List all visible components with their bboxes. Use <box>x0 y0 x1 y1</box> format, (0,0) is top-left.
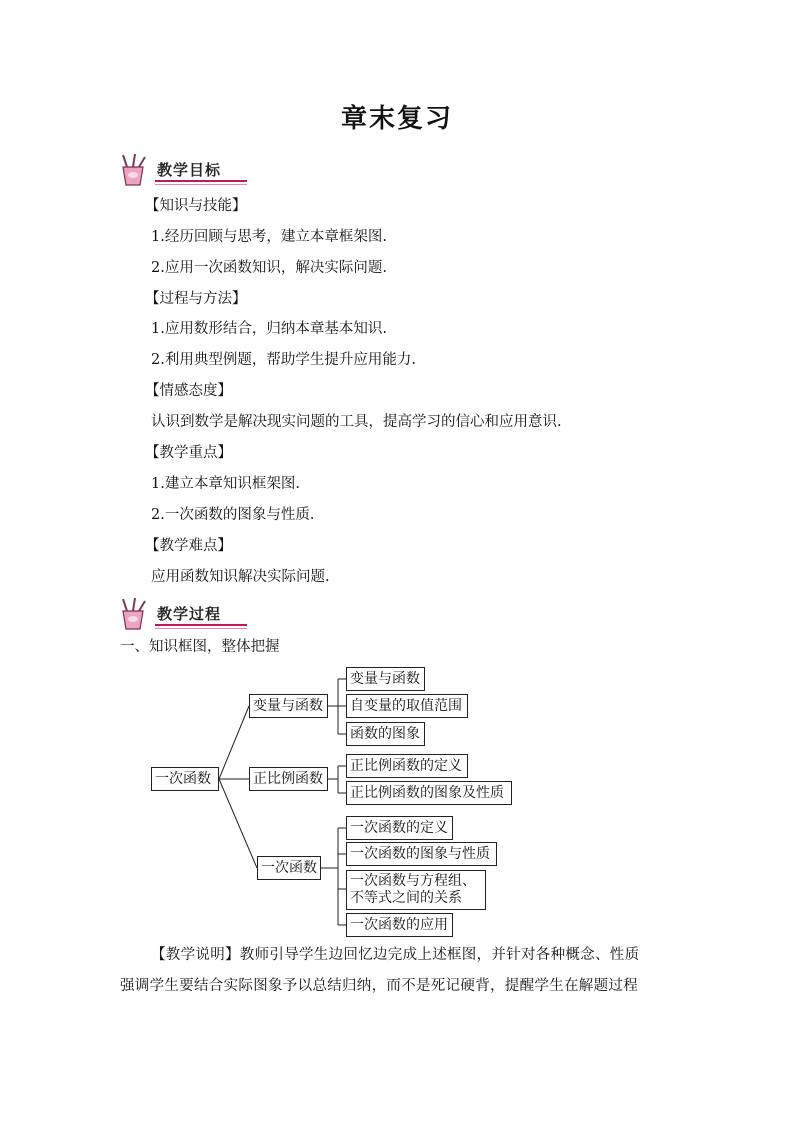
diagram-leaf-variables-functions: 变量与函数 <box>346 667 425 691</box>
section-label: 教学目标 <box>157 161 222 179</box>
diagram-leaf-linear-equations-inequalities <box>346 870 486 910</box>
diagram-leaf-linear-applications: 一次函数的应用 <box>346 913 453 937</box>
diagram-leaf-line-1: 一次函数与方程组、 <box>350 873 476 889</box>
emotion-heading: 【情感态度】 <box>145 383 232 399</box>
knowledge-item-2: 2.应用一次函数知识，解决实际问题. <box>151 260 387 276</box>
page-title: 章末复习 <box>340 104 453 134</box>
difficult-heading: 【教学难点】 <box>145 538 232 554</box>
knowledge-heading: 【知识与技能】 <box>145 198 247 214</box>
part1-heading: 一、知识框图，整体把握 <box>120 639 280 655</box>
method-heading: 【过程与方法】 <box>145 291 247 307</box>
diagram-node-direct-proportion: 正比例函数 <box>249 767 328 791</box>
diagram-leaf-line-2: 不等式之间的关系 <box>350 890 462 906</box>
emotion-item-1: 认识到数学是解决现实问题的工具，提高学习的信心和应用意识. <box>151 414 562 430</box>
teaching-note-line-2: 强调学生要结合实际图象予以总结归纳，而不是死记硬背，提醒学生在解题过程 <box>120 978 638 994</box>
method-item-2: 2.利用典型例题，帮助学生提升应用能力. <box>151 352 416 368</box>
diagram-leaf-domain: 自变量的取值范围 <box>346 694 468 718</box>
key-item-1: 1.建立本章知识框架图. <box>151 476 300 492</box>
diagram-leaf-function-graph: 函数的图象 <box>346 722 425 746</box>
key-heading: 【教学重点】 <box>145 445 232 461</box>
teaching-note-line-1: 【教学说明】教师引导学生边回忆边完成上述框图，并针对各种概念、性质 <box>151 947 640 963</box>
difficult-item-1: 应用函数知识解决实际问题. <box>151 569 330 585</box>
diagram-node-variables: 变量与函数 <box>249 694 328 718</box>
diagram-root-node: 一次函数 <box>151 767 219 791</box>
knowledge-item-1: 1.经历回顾与思考，建立本章框架图. <box>151 229 387 245</box>
diagram-leaf-direct-graph-properties: 正比例函数的图象及性质 <box>346 781 512 805</box>
diagram-leaf-direct-definition: 正比例函数的定义 <box>346 754 468 778</box>
diagram-node-linear-function: 一次函数 <box>257 856 321 880</box>
method-item-1: 1.应用数形结合，归纳本章基本知识. <box>151 321 387 337</box>
section-label: 教学过程 <box>157 605 222 623</box>
key-item-2: 2.一次函数的图象与性质. <box>151 507 315 523</box>
diagram-leaf-linear-definition: 一次函数的定义 <box>346 816 453 840</box>
diagram-leaf-linear-graph-properties: 一次函数的图象与性质 <box>346 842 497 866</box>
